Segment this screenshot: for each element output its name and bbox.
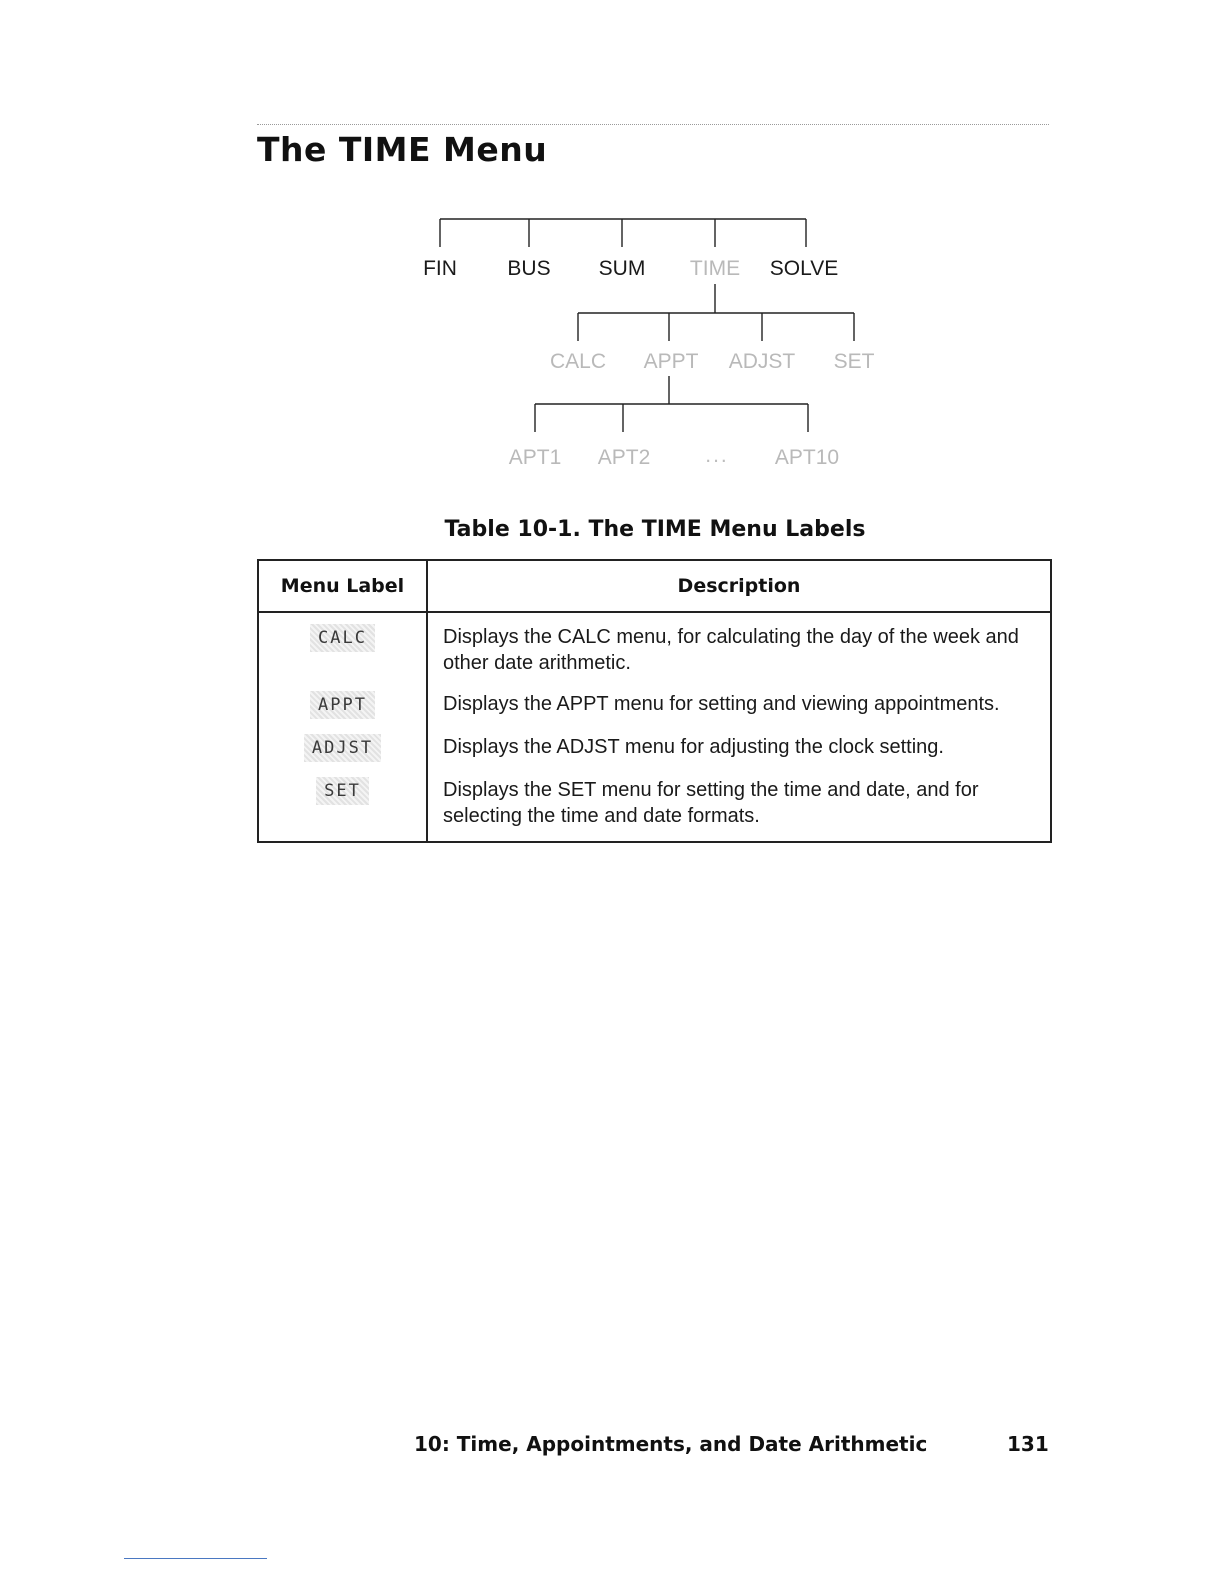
menu-key-adjst: ADJST bbox=[304, 734, 381, 762]
tree-node-time: TIME bbox=[689, 257, 741, 280]
menu-key-set: SET bbox=[316, 777, 369, 805]
description-cell: Displays the APPT menu for setting and viewing appointments. bbox=[443, 693, 1000, 715]
menu-key-calc: CALC bbox=[310, 624, 375, 652]
table-row bbox=[258, 720, 1051, 763]
table-row bbox=[258, 612, 1051, 677]
tree-node-bus: BUS bbox=[507, 257, 551, 280]
footer-page-number: 131 bbox=[1007, 1432, 1049, 1456]
description-cell: Displays the SET menu for setting the time and date, and for selecting the time and date formats. bbox=[443, 779, 979, 827]
table-row bbox=[258, 677, 1051, 720]
tree-node-sum: SUM bbox=[598, 257, 646, 280]
header-menu-label: Menu Label bbox=[258, 560, 427, 612]
tree-node-fin: FIN bbox=[423, 257, 457, 280]
tree-node-solve: SOLVE bbox=[769, 257, 839, 280]
tree-node-apt2: APT2 bbox=[597, 446, 651, 469]
tree-node-ellipsis: ... bbox=[705, 444, 729, 467]
menu-labels-table bbox=[257, 559, 1052, 843]
label-cell bbox=[258, 612, 427, 677]
tree-node-set: SET bbox=[833, 350, 875, 373]
tree-node-appt: APPT bbox=[643, 350, 699, 373]
menu-tree-diagram bbox=[0, 0, 1224, 500]
tree-node-apt10: APT10 bbox=[774, 446, 840, 469]
menu-key-appt: APPT bbox=[310, 691, 375, 719]
header-description: Description bbox=[427, 560, 1051, 612]
bottom-link-rule bbox=[124, 1558, 267, 1559]
tree-node-calc: CALC bbox=[549, 350, 607, 373]
footer-chapter-title: 10: Time, Appointments, and Date Arithmetic bbox=[414, 1432, 928, 1456]
menu-tree-connectors bbox=[0, 0, 1224, 500]
connector-appt-submenu bbox=[535, 376, 808, 432]
table-row bbox=[258, 763, 1051, 842]
table-caption: Table 10-1. The TIME Menu Labels bbox=[444, 517, 866, 542]
section-heading: The TIME Menu bbox=[257, 130, 548, 169]
label-cell bbox=[258, 763, 427, 842]
description-cell: Displays the ADJST menu for adjusting the clock setting. bbox=[443, 736, 944, 758]
label-cell bbox=[258, 677, 427, 720]
connector-time-submenu bbox=[578, 284, 854, 341]
tree-node-adjst: ADJST bbox=[728, 350, 796, 373]
description-cell: Displays the CALC menu, for calculating the day of the week and other date arithmetic. bbox=[443, 626, 1019, 674]
table-header-row bbox=[258, 560, 1051, 612]
label-cell bbox=[258, 720, 427, 763]
tree-node-apt1: APT1 bbox=[508, 446, 562, 469]
connector-top-level bbox=[440, 219, 806, 247]
